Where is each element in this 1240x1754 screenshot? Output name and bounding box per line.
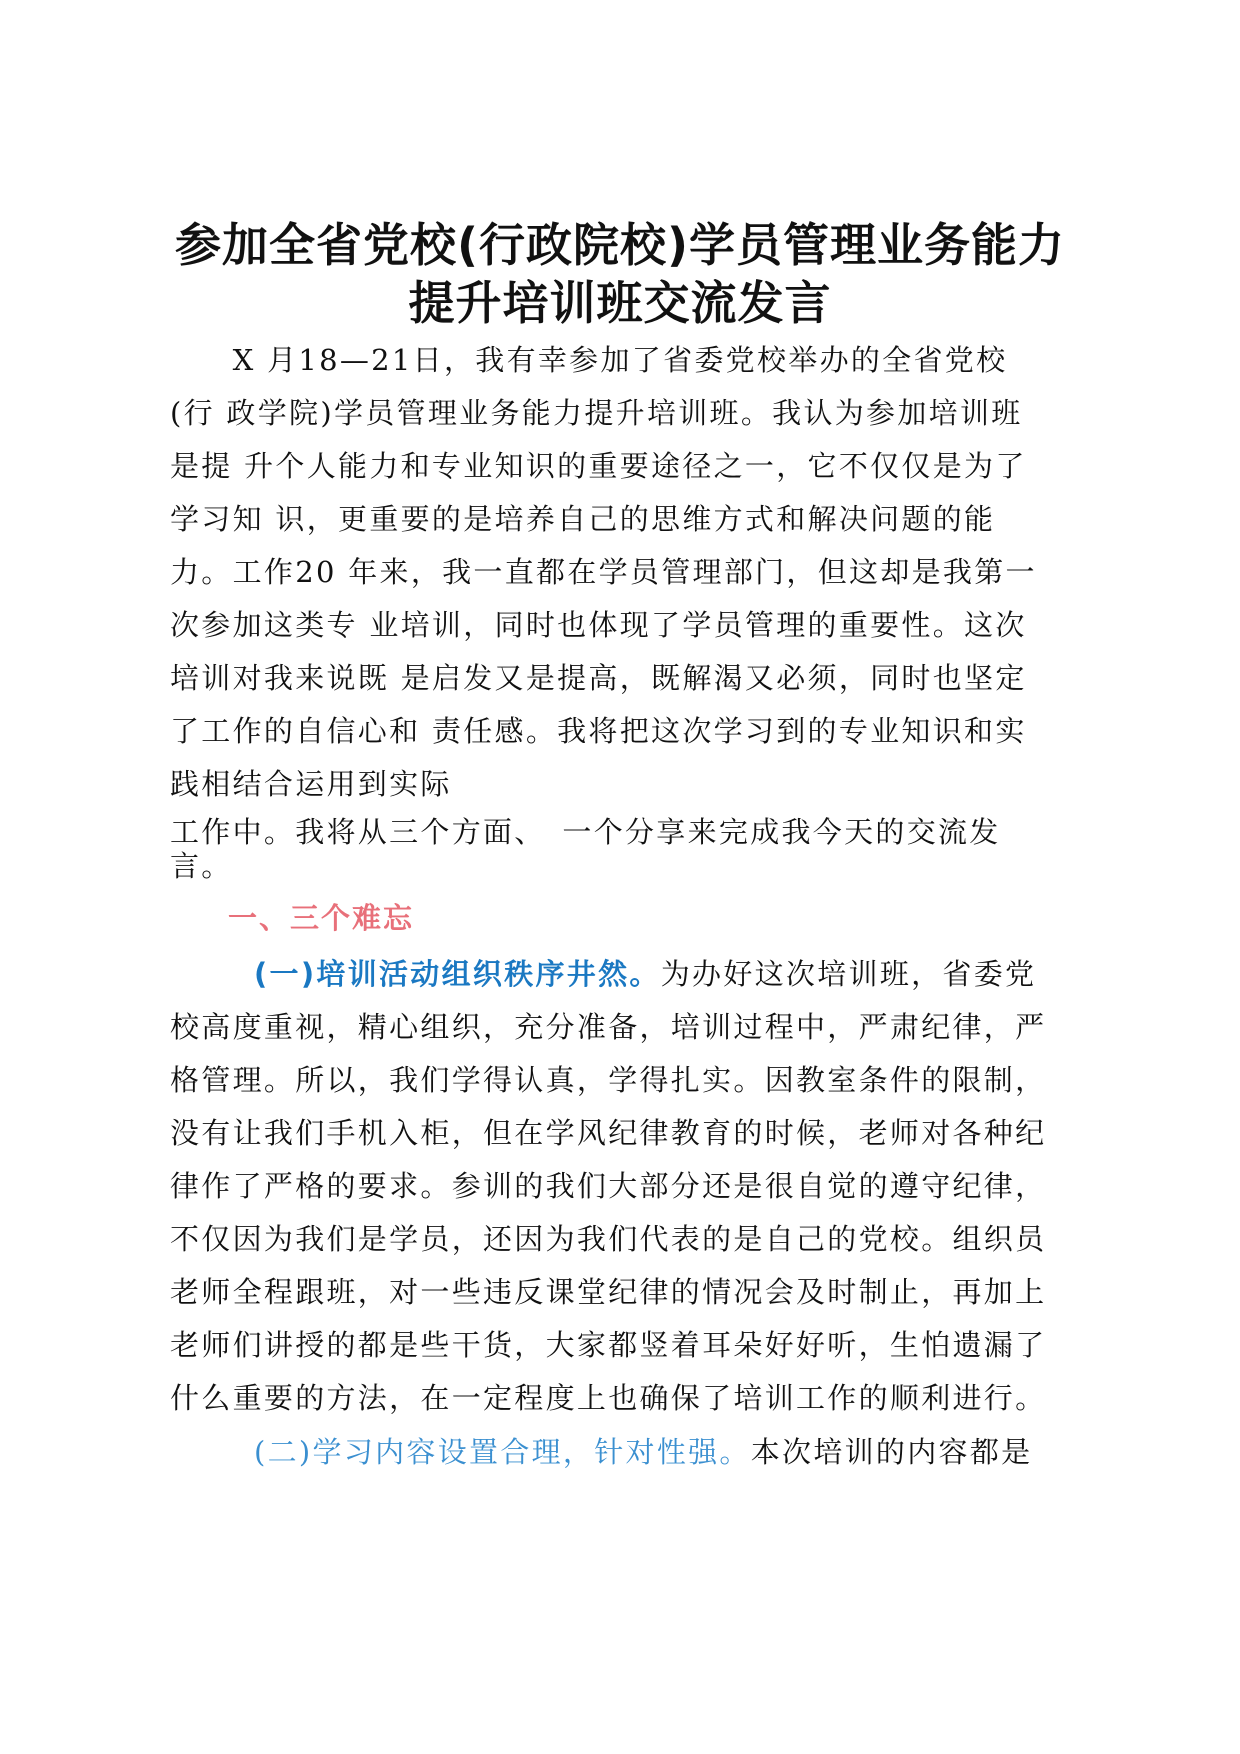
subsection-1-first-line	[170, 954, 1090, 994]
intro-line: 是提 升个人能力和专业知识的重要途径之一，它不仅仅是为了	[170, 449, 1027, 483]
document-title-line-2: 提升培训班交流发言	[408, 276, 832, 330]
subsection-1-line: 老师们讲授的都是些干货，大家都竖着耳朵好好听，生怕遗漏了	[170, 1328, 1047, 1362]
subsection-1-line: 律作了严格的要求。参训的我们大部分还是很自觉的遵守纪律，	[170, 1169, 1047, 1203]
intro-line: 力。工作20 年来，我一直都在学员管理部门，但这却是我第一	[170, 555, 1037, 589]
document-title-line-1: 参加全省党校(行政院校)学员管理业务能力	[174, 218, 1066, 272]
subsection-1-line: 老师全程跟班，对一些违反课堂纪律的情况会及时制止，再加上	[170, 1275, 1047, 1309]
subsection-1-line: 不仅因为我们是学员，还因为我们代表的是自己的党校。组织员	[170, 1222, 1047, 1256]
intro-line: 践相结合运用到实际	[170, 767, 452, 801]
subsection-1-title: (一)培训活动组织秩序井然。	[254, 957, 661, 991]
subsection-2-title: (二)学习内容设置合理，针对性强。	[254, 1435, 751, 1469]
intro-line: 次参加这类专 业培训，同时也体现了学员管理的重要性。这次	[170, 608, 1027, 642]
subsection-2-first-line	[170, 1432, 1090, 1472]
subsection-1-line: 什么重要的方法，在一定程度上也确保了培训工作的顺利进行。	[170, 1381, 1047, 1415]
subsection-1-line: 没有让我们手机入柜，但在学风纪律教育的时候，老师对各种纪	[170, 1116, 1047, 1150]
intro-line: 言。	[170, 849, 233, 883]
intro-line: 培训对我来说既 是启发又是提高，既解渴又必须，同时也坚定	[170, 661, 1027, 695]
intro-line: 学习知 识，更重要的是培养自己的思维方式和解决问题的能	[170, 502, 996, 536]
intro-line: 了工作的自信心和 责任感。我将把这次学习到的专业知识和实	[170, 714, 1027, 748]
subsection-1-line: 格管理。所以，我们学得认真，学得扎实。因教室条件的限制，	[170, 1063, 1047, 1097]
intro-line: (行 政学院)学员管理业务能力提升培训班。我认为参加培训班	[170, 396, 1023, 430]
subsection-1-line: 校高度重视，精心组织，充分准备，培训过程中，严肃纪律，严	[170, 1010, 1047, 1044]
subsection-1-first-line-text: 为办好这次培训班，省委党	[660, 957, 1037, 991]
section-heading-1: 一、三个难忘	[228, 901, 415, 935]
subsection-2-first-line-text: 本次培训的内容都是	[750, 1435, 1033, 1469]
intro-line: 工作中。我将从三个方面、 一个分享来完成我今天的交流发	[170, 815, 1001, 849]
intro-line: X 月18—21日，我有幸参加了省委党校举办的全省党校	[170, 343, 1008, 377]
